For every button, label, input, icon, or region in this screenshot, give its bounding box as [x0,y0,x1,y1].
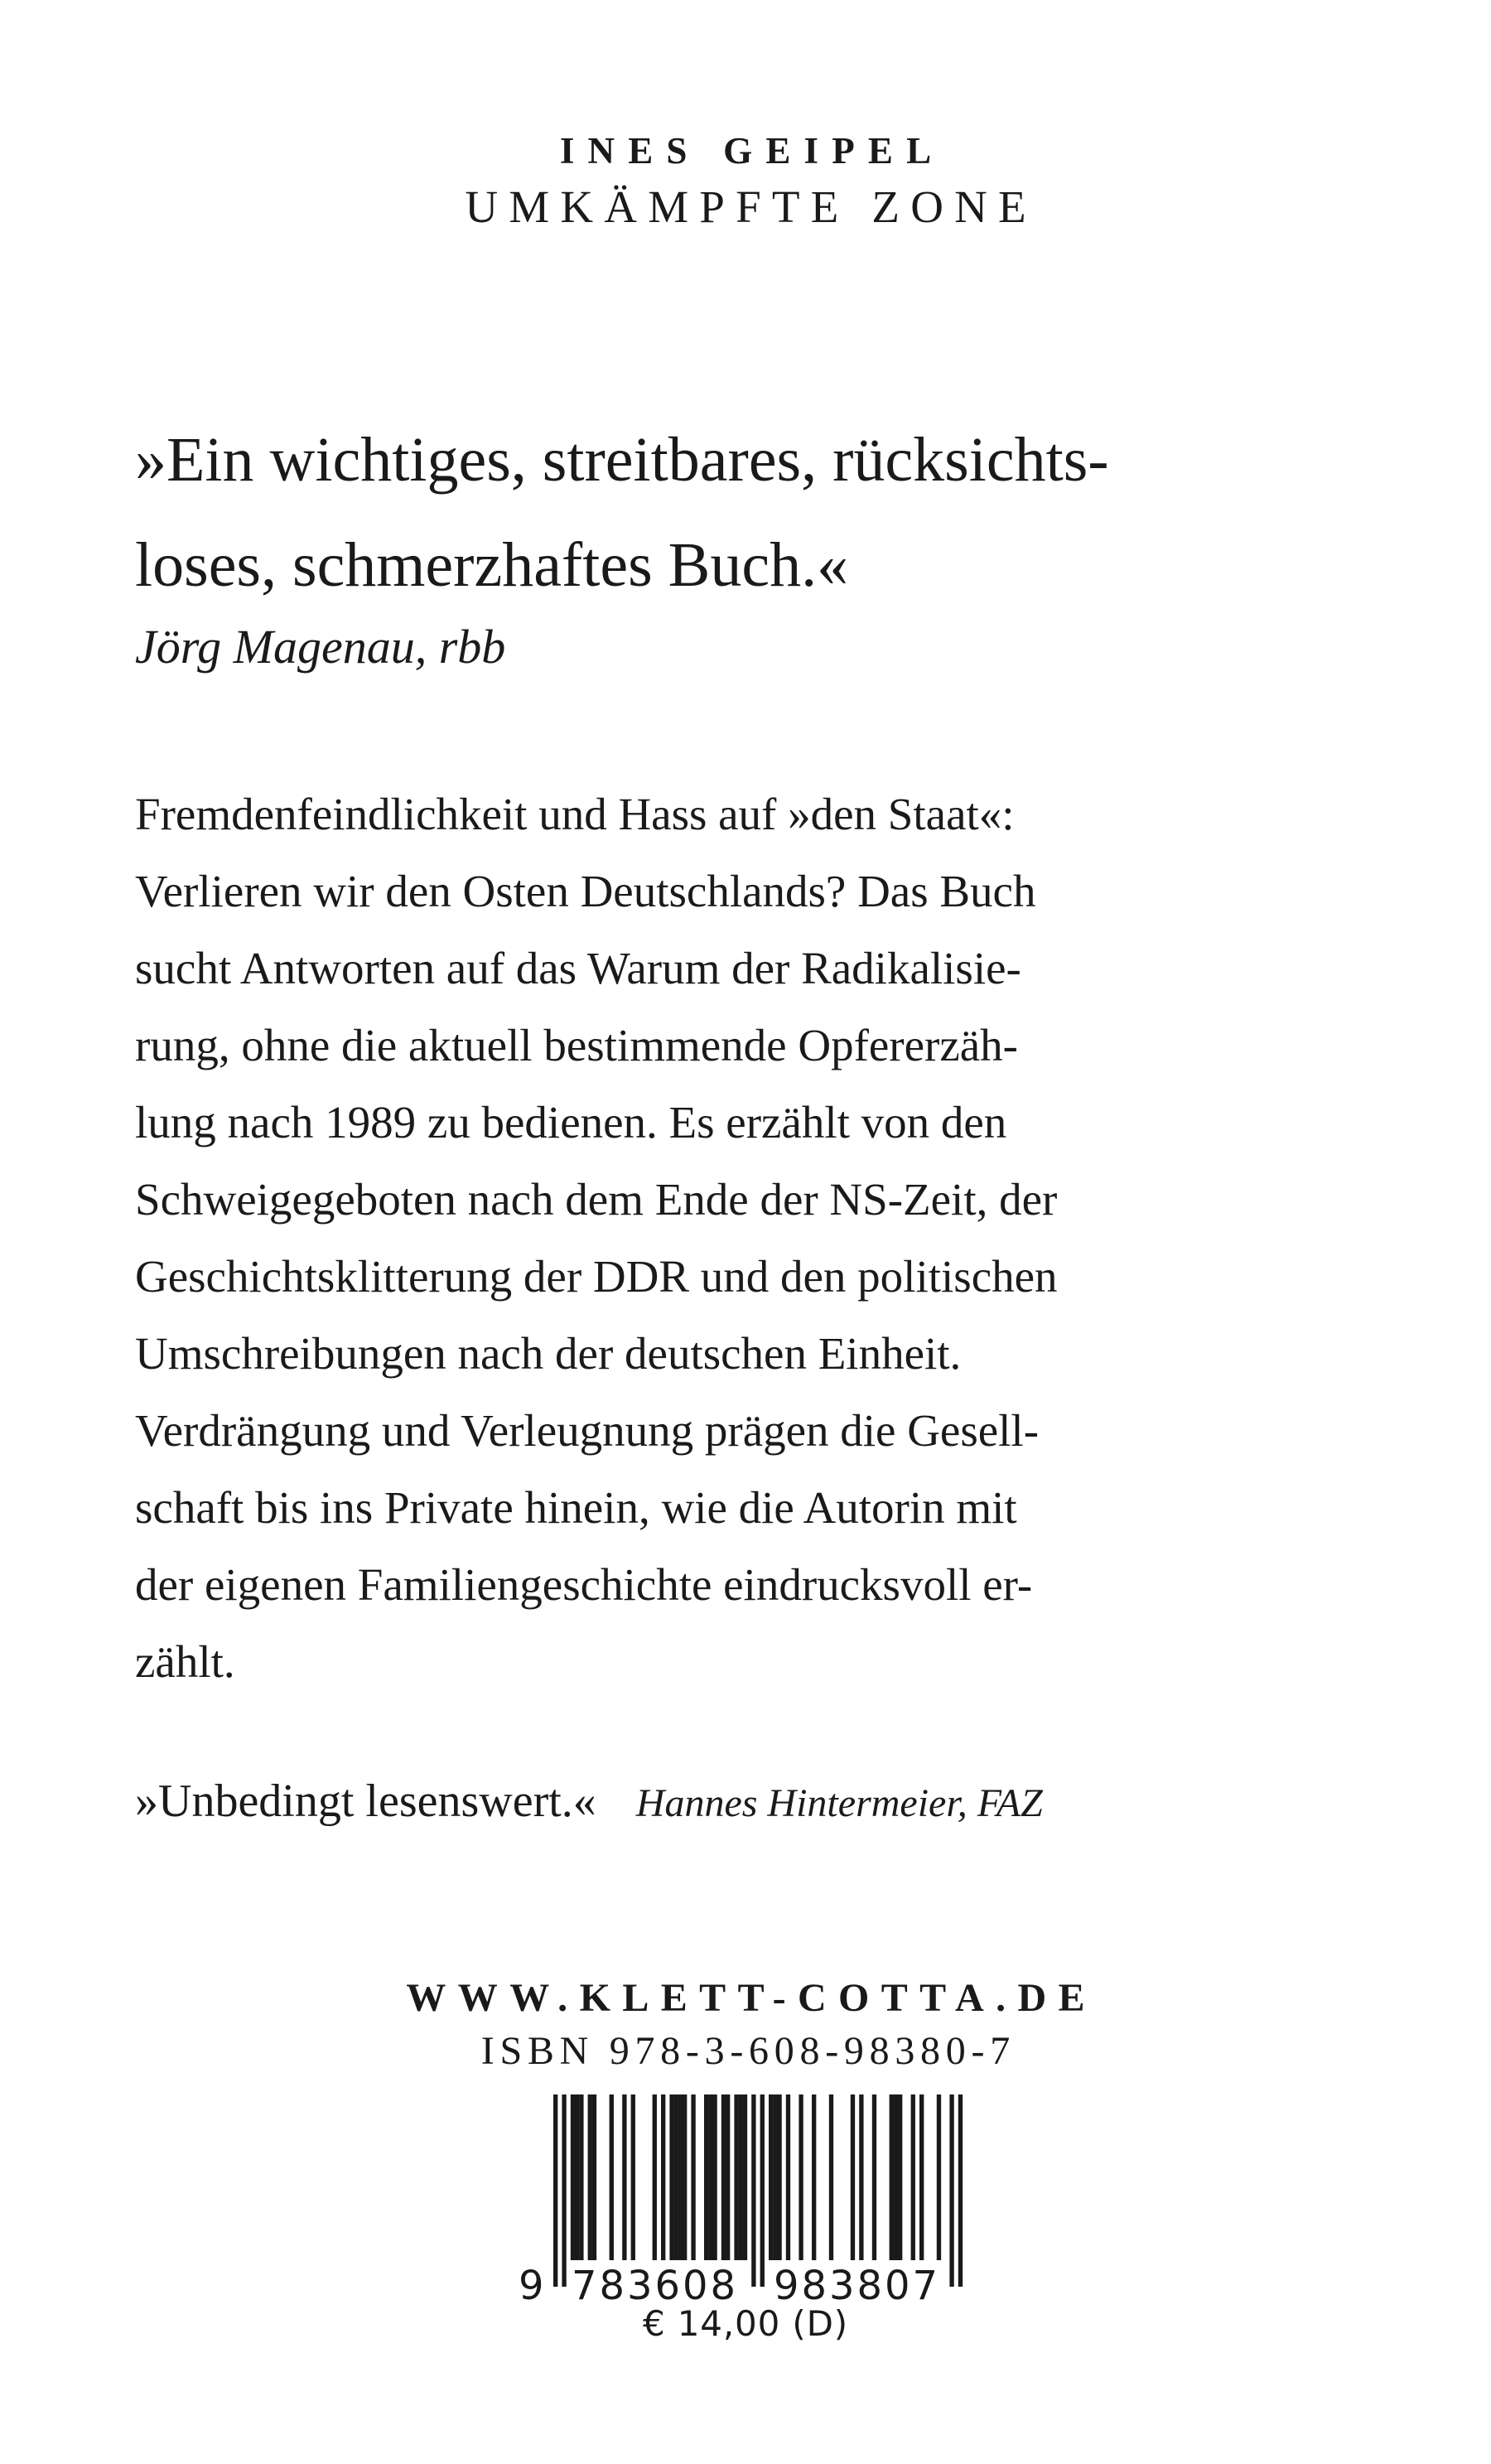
blurb-line: Geschichtsklitterung der DDR und den politischen [135,1251,1058,1302]
quote-attribution: Jörg Magenau, rbb [135,620,506,674]
publisher-website: WWW.KLETT-COTTA.DE [406,1976,1097,2020]
quote-line: loses, schmerzhaftes Buch.« [135,530,849,600]
svg-text:983807: 983807 [774,2263,938,2306]
blurb-line: Verdrängung und Verleugnung prägen die Gesell- [135,1405,1040,1456]
blurb-line: der eigenen Familiengeschichte eindrucksvoll er- [135,1559,1033,1610]
review-attribution: Hannes Hintermeier, FAZ [635,1781,1043,1825]
author-name: INES GEIPEL [559,130,945,172]
blurb-line: rung, ohne die aktuell bestimmende Opfererzäh- [135,1020,1018,1070]
book-blurb [135,775,1408,1700]
blurb-line: Schweigegeboten nach dem Ende der NS-Zeit, der [135,1174,1058,1225]
barcode-image [517,2094,974,2306]
blurb-line: lung nach 1989 zu bedienen. Es erzählt von den [135,1097,1007,1147]
blurb-line: zählt. [135,1636,235,1687]
svg-text:9: 9 [519,2263,544,2306]
quote-line: »Ein wichtiges, streitbares, rücksichts- [135,425,1109,495]
blurb-line: Fremdenfeindlichkeit und Hass auf »den Staat«: [135,789,1015,839]
isbn-number: ISBN 978-3-608-98380-7 [480,2029,1016,2073]
main-review-quote [135,408,1392,618]
blurb-line: Umschreibungen nach der deutschen Einheit. [135,1328,962,1379]
price-label: € 14,00 (D) [642,2303,848,2344]
svg-text:783608: 783608 [572,2263,736,2306]
blurb-line: Verlieren wir den Osten Deutschlands? Das Buch [135,866,1036,916]
blurb-line: sucht Antworten auf das Warum der Radikalisie- [135,943,1021,993]
book-title: UMKÄMPFTE ZONE [465,181,1037,232]
blurb-line: schaft bis ins Private hinein, wie die Autorin mit [135,1482,1017,1533]
review-quote: »Unbedingt lesenswert.« [135,1776,596,1827]
secondary-review [135,1775,1408,1828]
ean13-barcode [517,2094,974,2306]
